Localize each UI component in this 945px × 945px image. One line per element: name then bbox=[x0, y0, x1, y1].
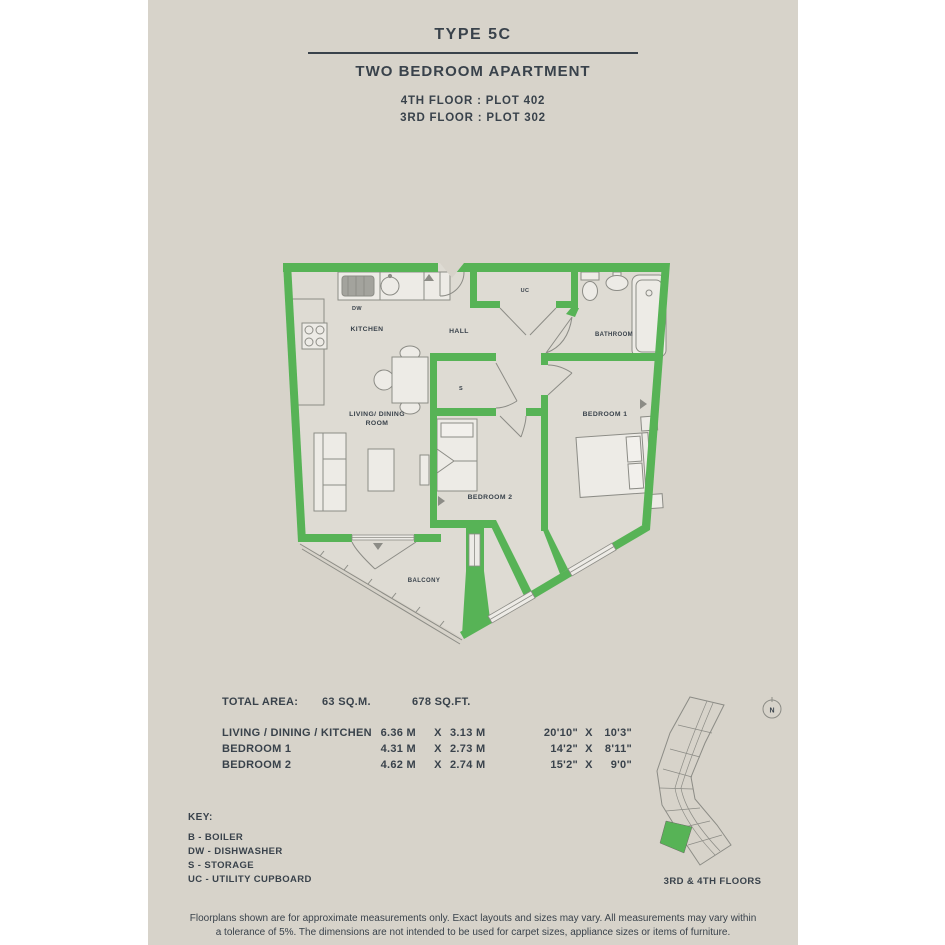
dim-imperial-1: 14'2" bbox=[550, 743, 578, 755]
coffee-table bbox=[368, 449, 394, 491]
dim-room: BEDROOM 2 bbox=[222, 759, 292, 771]
bed2-pillow bbox=[441, 423, 473, 437]
room-label-balcony: BALCONY bbox=[407, 578, 441, 584]
room-label-living-1: LIVING/ DINING bbox=[349, 411, 405, 418]
dim-separator: X bbox=[585, 759, 593, 771]
apartment-type: TWO BEDROOM APARTMENT bbox=[355, 63, 591, 80]
sink-bowl-icon bbox=[381, 277, 399, 295]
siteplan-label: 3RD & 4TH FLOORS bbox=[663, 876, 762, 887]
room-label-dw: DW bbox=[352, 306, 362, 312]
dim-imperial-1: 15'2" bbox=[550, 759, 578, 771]
basin-icon bbox=[606, 276, 628, 291]
tv-unit bbox=[420, 455, 429, 485]
kitchen-sink-icon bbox=[342, 276, 374, 296]
key-title: KEY: bbox=[188, 812, 213, 823]
key-item-utility-cupboard: UC - UTILITY CUPBOARD bbox=[188, 874, 312, 885]
disclaimer bbox=[158, 912, 788, 939]
dim-separator: X bbox=[434, 743, 442, 755]
title-underline bbox=[308, 52, 638, 54]
plot-line-1: 4TH FLOOR : PLOT 402 bbox=[400, 95, 546, 107]
room-label-uc: UC bbox=[520, 288, 530, 294]
dim-imperial-1: 20'10" bbox=[543, 727, 578, 739]
page-title: TYPE 5C bbox=[434, 26, 512, 43]
dim-separator: X bbox=[585, 727, 593, 739]
toilet-icon bbox=[583, 282, 598, 301]
dim-room: BEDROOM 1 bbox=[222, 743, 292, 755]
sofa bbox=[314, 433, 346, 511]
dim-room: LIVING / DINING / KITCHEN bbox=[222, 727, 372, 739]
plot-line-2: 3RD FLOOR : PLOT 302 bbox=[400, 112, 546, 124]
dim-imperial-2: 9'0" bbox=[610, 759, 632, 771]
brochure-panel bbox=[148, 0, 798, 945]
dim-metric-1: 4.31 M bbox=[380, 743, 416, 755]
dim-metric-2: 2.73 M bbox=[450, 743, 486, 755]
dim-metric-1: 4.62 M bbox=[380, 759, 416, 771]
compass-north-label: N bbox=[769, 707, 775, 715]
disclaimer-line-2: a tolerance of 5%. The dimensions are not intended to be used for carpet sizes, appliance sizes or items of furniture. bbox=[215, 926, 731, 938]
dim-separator: X bbox=[585, 743, 593, 755]
total-area-sqm: 63 SQ.M. bbox=[322, 696, 371, 708]
floorplan-drawing bbox=[278, 253, 678, 648]
total-area-sqft: 678 SQ.FT. bbox=[412, 696, 471, 708]
room-label-living-2: ROOM bbox=[365, 420, 389, 427]
highlighted-unit bbox=[660, 821, 692, 853]
total-area-label: TOTAL AREA: bbox=[222, 696, 299, 708]
room-label-kitchen: KITCHEN bbox=[350, 326, 384, 333]
toilet-cistern-icon bbox=[581, 272, 599, 280]
disclaimer-line-1: Floorplans shown are for approximate measurements only. Exact layouts and sizes may vary. All measurements may vary within bbox=[189, 913, 757, 924]
room-label-storage: S bbox=[458, 386, 464, 392]
siteplan-thumbnail bbox=[630, 693, 795, 873]
key-item-boiler: B - BOILER bbox=[188, 832, 244, 843]
key-item-dishwasher: DW - DISHWASHER bbox=[188, 846, 283, 857]
dining-armchair bbox=[374, 370, 394, 390]
dim-separator: X bbox=[434, 759, 442, 771]
dim-metric-1: 6.36 M bbox=[380, 727, 416, 739]
room-label-bedroom1: BEDROOM 1 bbox=[582, 411, 628, 418]
dim-metric-2: 3.13 M bbox=[450, 727, 486, 739]
dim-imperial-2: 10'3" bbox=[604, 727, 632, 739]
key-item-storage: S - STORAGE bbox=[188, 860, 254, 871]
room-label-bedroom2: BEDROOM 2 bbox=[467, 494, 513, 501]
room-label-hall: HALL bbox=[449, 328, 469, 335]
dining-table bbox=[392, 357, 428, 403]
room-label-bathroom: BATHROOM bbox=[594, 332, 634, 338]
dim-imperial-2: 8'11" bbox=[604, 743, 632, 755]
dim-metric-2: 2.74 M bbox=[450, 759, 486, 771]
dim-separator: X bbox=[434, 727, 442, 739]
